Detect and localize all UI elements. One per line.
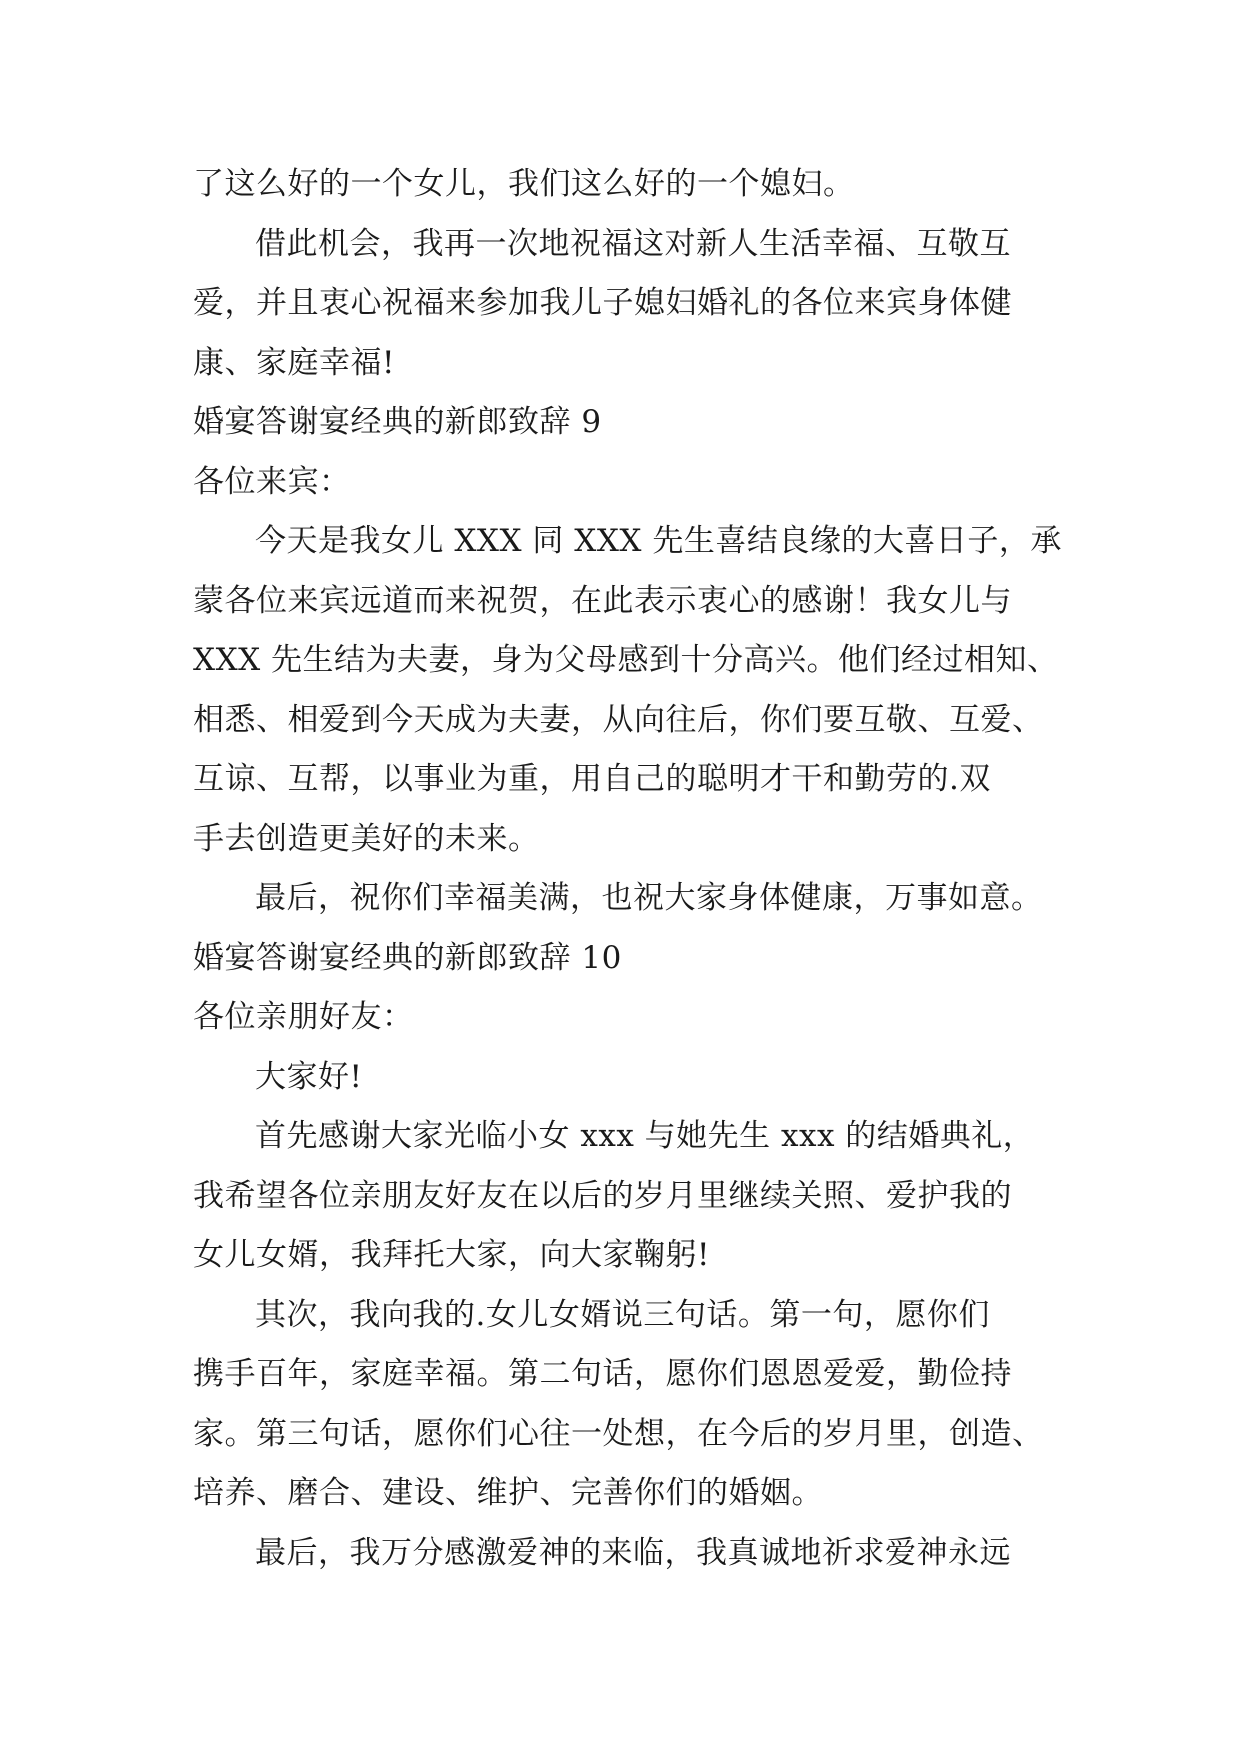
text-line: 我希望各位亲朋友好友在以后的岁月里继续关照、爱护我的 bbox=[193, 1177, 1012, 1214]
text-line: 蒙各位来宾远道而来祝贺，在此表示衷心的感谢！我女儿与 bbox=[193, 582, 1012, 619]
text-line: XXX 先生结为夫妻，身为父母感到十分高兴。他们经过相知、 bbox=[193, 642, 1059, 678]
text-line: 携手百年，家庭幸福。第二句话，愿你们恩恩爱爱，勤俭持 bbox=[193, 1356, 1012, 1392]
document-body bbox=[193, 155, 1062, 1583]
text-line: 手去创造更美好的未来。 bbox=[193, 820, 540, 857]
text-line: 其次，我向我的.女儿女婿说三句话。第一句，愿你们 bbox=[255, 1296, 990, 1333]
text-line: 最后，祝你们幸福美满，也祝大家身体健康，万事如意。 bbox=[255, 880, 1043, 916]
text-line: 了这么好的一个女儿，我们这么好的一个媳妇。 bbox=[193, 166, 855, 202]
text-line: 今天是我女儿 XXX 同 XXX 先生喜结良缘的大喜日子，承 bbox=[255, 523, 1062, 559]
salutation: 各位亲朋好友： bbox=[193, 999, 414, 1035]
text-line: 培养、磨合、建设、维护、完善你们的婚姻。 bbox=[193, 1475, 823, 1511]
text-line: 大家好! bbox=[255, 1058, 363, 1095]
salutation: 各位来宾： bbox=[193, 463, 351, 500]
text-line: 家。第三句话，愿你们心往一处想，在今后的岁月里，创造、 bbox=[193, 1415, 1044, 1452]
text-line: 康、家庭幸福! bbox=[193, 344, 395, 381]
section-heading: 婚宴答谢宴经典的新郎致辞 9 bbox=[193, 404, 602, 440]
section-heading: 婚宴答谢宴经典的新郎致辞 10 bbox=[193, 939, 622, 976]
text-line: 首先感谢大家光临小女 xxx 与她先生 xxx 的结婚典礼， bbox=[255, 1118, 1035, 1154]
text-line: 最后，我万分感激爱神的来临，我真诚地祈求爱神永远 bbox=[255, 1534, 1011, 1571]
text-line: 女儿女婿，我拜托大家，向大家鞠躬! bbox=[193, 1237, 710, 1273]
text-line: 借此机会，我再一次地祝福这对新人生活幸福、互敬互 bbox=[255, 225, 1011, 262]
text-line: 相悉、相爱到今天成为夫妻，从向往后，你们要互敬、互爱、 bbox=[193, 701, 1044, 738]
text-line: 互谅、互帮，以事业为重，用自己的聪明才干和勤劳的.双 bbox=[193, 761, 991, 797]
text-line: 爱，并且衷心祝福来参加我儿子媳妇婚礼的各位来宾身体健 bbox=[193, 285, 1012, 321]
